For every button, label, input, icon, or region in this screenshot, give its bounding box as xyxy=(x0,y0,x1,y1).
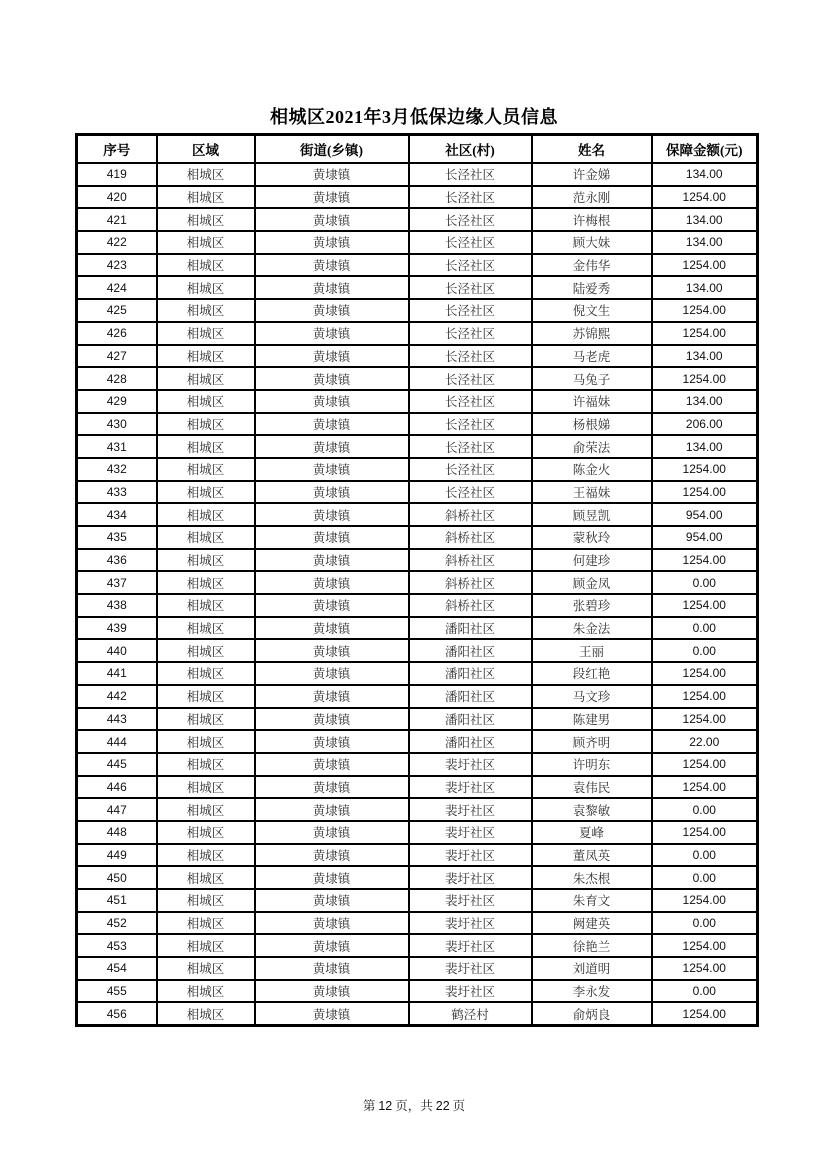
table-cell: 相城区 xyxy=(157,503,255,526)
table-row xyxy=(77,481,758,504)
table-row xyxy=(77,980,758,1003)
table-cell: 相城区 xyxy=(157,231,255,254)
table-cell: 斜桥社区 xyxy=(409,526,532,549)
table-row xyxy=(77,708,758,731)
table-cell: 447 xyxy=(77,798,157,821)
table-header xyxy=(77,135,758,164)
table-cell: 黄埭镇 xyxy=(255,934,409,957)
table-cell: 顾齐明 xyxy=(532,730,652,753)
table-cell: 相城区 xyxy=(157,912,255,935)
table-cell: 黄埭镇 xyxy=(255,866,409,889)
table-cell: 王丽 xyxy=(532,639,652,662)
table-cell: 453 xyxy=(77,934,157,957)
table-cell: 相城区 xyxy=(157,708,255,731)
table-cell: 450 xyxy=(77,866,157,889)
table-cell: 相城区 xyxy=(157,617,255,640)
table-cell: 0.00 xyxy=(652,639,758,662)
table-row xyxy=(77,231,758,254)
table-cell: 黄埭镇 xyxy=(255,730,409,753)
table-cell: 徐艳兰 xyxy=(532,934,652,957)
table-cell: 鹤泾村 xyxy=(409,1002,532,1025)
table-cell: 437 xyxy=(77,571,157,594)
table-cell: 相城区 xyxy=(157,753,255,776)
table-cell: 黄埭镇 xyxy=(255,231,409,254)
table-cell: 黄埭镇 xyxy=(255,571,409,594)
table-cell: 423 xyxy=(77,254,157,277)
table-cell: 黄埭镇 xyxy=(255,889,409,912)
table-cell: 长泾社区 xyxy=(409,458,532,481)
table-cell: 刘道明 xyxy=(532,957,652,980)
table-cell: 436 xyxy=(77,549,157,572)
table-cell: 黄埭镇 xyxy=(255,980,409,1003)
table-cell: 长泾社区 xyxy=(409,186,532,209)
table-cell: 长泾社区 xyxy=(409,413,532,436)
table-cell: 段红艳 xyxy=(532,662,652,685)
table-cell: 黄埭镇 xyxy=(255,821,409,844)
table-cell: 长泾社区 xyxy=(409,163,532,186)
table-cell: 黄埭镇 xyxy=(255,503,409,526)
table-row xyxy=(77,821,758,844)
table-cell: 裴圩社区 xyxy=(409,912,532,935)
table-cell: 陆爱秀 xyxy=(532,276,652,299)
table-cell: 袁黎敏 xyxy=(532,798,652,821)
table-cell: 阙建英 xyxy=(532,912,652,935)
table-cell: 22.00 xyxy=(652,730,758,753)
table-cell: 相城区 xyxy=(157,299,255,322)
table-row xyxy=(77,957,758,980)
table-cell: 黄埭镇 xyxy=(255,685,409,708)
table-row xyxy=(77,594,758,617)
table-cell: 俞炳良 xyxy=(532,1002,652,1025)
table-cell: 长泾社区 xyxy=(409,254,532,277)
table-cell: 顾大妹 xyxy=(532,231,652,254)
table-cell: 相城区 xyxy=(157,821,255,844)
table-cell: 446 xyxy=(77,776,157,799)
footer-page-number: 12 xyxy=(378,1099,393,1113)
table-cell: 0.00 xyxy=(652,980,758,1003)
table-cell: 424 xyxy=(77,276,157,299)
table-cell: 黄埭镇 xyxy=(255,912,409,935)
table-cell: 427 xyxy=(77,345,157,368)
table-cell: 何建珍 xyxy=(532,549,652,572)
table-cell: 1254.00 xyxy=(652,367,758,390)
table-cell: 黄埭镇 xyxy=(255,957,409,980)
table-cell: 黄埭镇 xyxy=(255,481,409,504)
table-cell: 相城区 xyxy=(157,594,255,617)
table-cell: 黄埭镇 xyxy=(255,345,409,368)
table-row xyxy=(77,345,758,368)
table-cell: 441 xyxy=(77,662,157,685)
table-cell: 长泾社区 xyxy=(409,322,532,345)
table-cell: 黄埭镇 xyxy=(255,367,409,390)
table-cell: 长泾社区 xyxy=(409,435,532,458)
table-cell: 954.00 xyxy=(652,526,758,549)
table-cell: 422 xyxy=(77,231,157,254)
table-cell: 长泾社区 xyxy=(409,390,532,413)
table-row xyxy=(77,435,758,458)
table-cell: 432 xyxy=(77,458,157,481)
table-header-row xyxy=(77,135,758,164)
table-cell: 许明东 xyxy=(532,753,652,776)
table-cell: 456 xyxy=(77,1002,157,1025)
table-row xyxy=(77,662,758,685)
table-cell: 相城区 xyxy=(157,549,255,572)
table-cell: 1254.00 xyxy=(652,481,758,504)
table-header-cell: 街道(乡镇) xyxy=(255,135,409,164)
table-cell: 相城区 xyxy=(157,163,255,186)
table-cell: 裴圩社区 xyxy=(409,798,532,821)
table-cell: 马老虎 xyxy=(532,345,652,368)
table-cell: 陈金火 xyxy=(532,458,652,481)
table-cell: 相城区 xyxy=(157,730,255,753)
table-cell: 455 xyxy=(77,980,157,1003)
table-cell: 俞荣法 xyxy=(532,435,652,458)
table-cell: 相城区 xyxy=(157,639,255,662)
table-cell: 1254.00 xyxy=(652,458,758,481)
table-cell: 相城区 xyxy=(157,254,255,277)
table-cell: 1254.00 xyxy=(652,322,758,345)
table-cell: 430 xyxy=(77,413,157,436)
table-cell: 黄埭镇 xyxy=(255,549,409,572)
table-row xyxy=(77,549,758,572)
table-row xyxy=(77,503,758,526)
table-cell: 许金娣 xyxy=(532,163,652,186)
table-cell: 夏峰 xyxy=(532,821,652,844)
table-cell: 433 xyxy=(77,481,157,504)
table-cell: 黄埭镇 xyxy=(255,163,409,186)
table-cell: 相城区 xyxy=(157,186,255,209)
table-cell: 相城区 xyxy=(157,276,255,299)
table-header-cell: 保障金额(元) xyxy=(652,135,758,164)
table-cell: 黄埭镇 xyxy=(255,776,409,799)
table-row xyxy=(77,934,758,957)
table-cell: 黄埭镇 xyxy=(255,208,409,231)
table-cell: 1254.00 xyxy=(652,1002,758,1025)
table-cell: 454 xyxy=(77,957,157,980)
table-cell: 黄埭镇 xyxy=(255,526,409,549)
table-cell: 444 xyxy=(77,730,157,753)
table-row xyxy=(77,844,758,867)
table-cell: 134.00 xyxy=(652,390,758,413)
table-cell: 黄埭镇 xyxy=(255,844,409,867)
table-cell: 斜桥社区 xyxy=(409,549,532,572)
table-row xyxy=(77,254,758,277)
table-cell: 0.00 xyxy=(652,866,758,889)
table-cell: 419 xyxy=(77,163,157,186)
table-row xyxy=(77,685,758,708)
table-cell: 448 xyxy=(77,821,157,844)
footer-label-of: 页，共 xyxy=(395,1099,433,1113)
table-cell: 438 xyxy=(77,594,157,617)
table-cell: 1254.00 xyxy=(652,662,758,685)
table-cell: 435 xyxy=(77,526,157,549)
table-cell: 440 xyxy=(77,639,157,662)
table-cell: 裴圩社区 xyxy=(409,957,532,980)
table-cell: 黄埭镇 xyxy=(255,413,409,436)
table-cell: 相城区 xyxy=(157,526,255,549)
table-cell: 李永发 xyxy=(532,980,652,1003)
table-header-cell: 姓名 xyxy=(532,135,652,164)
table-cell: 1254.00 xyxy=(652,685,758,708)
table-cell: 425 xyxy=(77,299,157,322)
table-row xyxy=(77,776,758,799)
table-cell: 443 xyxy=(77,708,157,731)
table-cell: 黄埭镇 xyxy=(255,1002,409,1025)
table-cell: 黄埭镇 xyxy=(255,390,409,413)
table-cell: 朱金法 xyxy=(532,617,652,640)
table-row xyxy=(77,390,758,413)
table-cell: 杨根娣 xyxy=(532,413,652,436)
table-cell: 黄埭镇 xyxy=(255,798,409,821)
table-cell: 斜桥社区 xyxy=(409,594,532,617)
benefit-table xyxy=(75,133,759,1027)
table-cell: 442 xyxy=(77,685,157,708)
table-cell: 黄埭镇 xyxy=(255,322,409,345)
table-cell: 相城区 xyxy=(157,798,255,821)
table-cell: 1254.00 xyxy=(652,299,758,322)
table-header-cell: 序号 xyxy=(77,135,157,164)
table-cell: 裴圩社区 xyxy=(409,889,532,912)
table-cell: 1254.00 xyxy=(652,708,758,731)
table-cell: 相城区 xyxy=(157,844,255,867)
table-cell: 0.00 xyxy=(652,844,758,867)
table-cell: 顾昱凯 xyxy=(532,503,652,526)
table-cell: 429 xyxy=(77,390,157,413)
table-cell: 1254.00 xyxy=(652,889,758,912)
table-row xyxy=(77,889,758,912)
table-cell: 相城区 xyxy=(157,322,255,345)
table-row xyxy=(77,730,758,753)
table-cell: 相城区 xyxy=(157,208,255,231)
table-cell: 苏锦熙 xyxy=(532,322,652,345)
table-cell: 黄埭镇 xyxy=(255,299,409,322)
table-cell: 相城区 xyxy=(157,345,255,368)
table-row xyxy=(77,1002,758,1025)
table-cell: 206.00 xyxy=(652,413,758,436)
table-cell: 长泾社区 xyxy=(409,208,532,231)
table-cell: 张碧珍 xyxy=(532,594,652,617)
table-row xyxy=(77,413,758,436)
table-cell: 黄埭镇 xyxy=(255,753,409,776)
table-cell: 1254.00 xyxy=(652,753,758,776)
table-cell: 长泾社区 xyxy=(409,367,532,390)
table-cell: 相城区 xyxy=(157,776,255,799)
table-cell: 954.00 xyxy=(652,503,758,526)
table-cell: 1254.00 xyxy=(652,776,758,799)
table-row xyxy=(77,458,758,481)
table-cell: 相城区 xyxy=(157,413,255,436)
table-cell: 134.00 xyxy=(652,163,758,186)
table-row xyxy=(77,367,758,390)
table-cell: 王福妹 xyxy=(532,481,652,504)
table-cell: 斜桥社区 xyxy=(409,571,532,594)
table-cell: 134.00 xyxy=(652,345,758,368)
table-cell: 449 xyxy=(77,844,157,867)
table-cell: 董凤英 xyxy=(532,844,652,867)
table-cell: 相城区 xyxy=(157,458,255,481)
table-cell: 裴圩社区 xyxy=(409,980,532,1003)
table-cell: 倪文生 xyxy=(532,299,652,322)
footer-label-pages: 页 xyxy=(452,1099,466,1113)
table-cell: 蒙秋玲 xyxy=(532,526,652,549)
table-cell: 相城区 xyxy=(157,390,255,413)
table-cell: 潘阳社区 xyxy=(409,708,532,731)
table-cell: 452 xyxy=(77,912,157,935)
table-cell: 421 xyxy=(77,208,157,231)
table-cell: 潘阳社区 xyxy=(409,617,532,640)
table-row xyxy=(77,571,758,594)
table-cell: 0.00 xyxy=(652,912,758,935)
table-row xyxy=(77,322,758,345)
table-cell: 裴圩社区 xyxy=(409,934,532,957)
table-cell: 黄埭镇 xyxy=(255,639,409,662)
table-cell: 黄埭镇 xyxy=(255,458,409,481)
table-cell: 陈建男 xyxy=(532,708,652,731)
table-row xyxy=(77,798,758,821)
table-cell: 1254.00 xyxy=(652,957,758,980)
table-row xyxy=(77,163,758,186)
table-cell: 134.00 xyxy=(652,231,758,254)
table-cell: 裴圩社区 xyxy=(409,866,532,889)
table-cell: 斜桥社区 xyxy=(409,503,532,526)
footer-total-pages: 22 xyxy=(435,1099,450,1113)
table-row xyxy=(77,753,758,776)
table-cell: 马兔子 xyxy=(532,367,652,390)
table-cell: 相城区 xyxy=(157,662,255,685)
table-cell: 相城区 xyxy=(157,367,255,390)
table-row xyxy=(77,912,758,935)
table-cell: 434 xyxy=(77,503,157,526)
table-cell: 相城区 xyxy=(157,980,255,1003)
page-title: 相城区2021年3月低保边缘人员信息 xyxy=(270,107,558,127)
table-cell: 金伟华 xyxy=(532,254,652,277)
table-cell: 1254.00 xyxy=(652,821,758,844)
table-cell: 428 xyxy=(77,367,157,390)
table-cell: 相城区 xyxy=(157,957,255,980)
table-cell: 426 xyxy=(77,322,157,345)
table-cell: 顾金凤 xyxy=(532,571,652,594)
table-cell: 0.00 xyxy=(652,798,758,821)
table-cell: 439 xyxy=(77,617,157,640)
table-cell: 相城区 xyxy=(157,866,255,889)
table-cell: 许福妹 xyxy=(532,390,652,413)
table-cell: 潘阳社区 xyxy=(409,685,532,708)
table-cell: 0.00 xyxy=(652,571,758,594)
table-cell: 朱杰根 xyxy=(532,866,652,889)
table-cell: 451 xyxy=(77,889,157,912)
table-cell: 袁伟民 xyxy=(532,776,652,799)
table-cell: 裴圩社区 xyxy=(409,821,532,844)
table-cell: 潘阳社区 xyxy=(409,639,532,662)
table-cell: 相城区 xyxy=(157,889,255,912)
table-cell: 朱育文 xyxy=(532,889,652,912)
table-cell: 范永刚 xyxy=(532,186,652,209)
table-row xyxy=(77,617,758,640)
table-cell: 相城区 xyxy=(157,435,255,458)
table-cell: 相城区 xyxy=(157,685,255,708)
table-body xyxy=(77,163,758,1026)
table-row xyxy=(77,186,758,209)
table-cell: 许梅根 xyxy=(532,208,652,231)
table-cell: 134.00 xyxy=(652,276,758,299)
table-cell: 0.00 xyxy=(652,617,758,640)
table-row xyxy=(77,866,758,889)
table-cell: 431 xyxy=(77,435,157,458)
table-cell: 134.00 xyxy=(652,208,758,231)
table-cell: 1254.00 xyxy=(652,254,758,277)
table-cell: 相城区 xyxy=(157,481,255,504)
table-cell: 长泾社区 xyxy=(409,231,532,254)
table-cell: 1254.00 xyxy=(652,186,758,209)
table-cell: 马文珍 xyxy=(532,685,652,708)
table-cell: 1254.00 xyxy=(652,549,758,572)
table-cell: 黄埭镇 xyxy=(255,186,409,209)
table-cell: 黄埭镇 xyxy=(255,594,409,617)
footer-label-page: 第 xyxy=(362,1099,376,1113)
table-row xyxy=(77,526,758,549)
table-cell: 裴圩社区 xyxy=(409,844,532,867)
table-cell: 裴圩社区 xyxy=(409,776,532,799)
table-row xyxy=(77,276,758,299)
table-row xyxy=(77,208,758,231)
table-row xyxy=(77,299,758,322)
table-cell: 1254.00 xyxy=(652,594,758,617)
table-cell: 黄埭镇 xyxy=(255,708,409,731)
table-cell: 裴圩社区 xyxy=(409,753,532,776)
table-cell: 潘阳社区 xyxy=(409,730,532,753)
table-cell: 黄埭镇 xyxy=(255,254,409,277)
table-cell: 潘阳社区 xyxy=(409,662,532,685)
table-cell: 长泾社区 xyxy=(409,299,532,322)
table-cell: 长泾社区 xyxy=(409,276,532,299)
table-header-cell: 区域 xyxy=(157,135,255,164)
table-cell: 长泾社区 xyxy=(409,481,532,504)
table-cell: 445 xyxy=(77,753,157,776)
table-cell: 黄埭镇 xyxy=(255,662,409,685)
table-cell: 相城区 xyxy=(157,934,255,957)
table-cell: 黄埭镇 xyxy=(255,276,409,299)
table-cell: 1254.00 xyxy=(652,934,758,957)
table-cell: 相城区 xyxy=(157,1002,255,1025)
table-cell: 420 xyxy=(77,186,157,209)
table-cell: 黄埭镇 xyxy=(255,435,409,458)
table-row xyxy=(77,639,758,662)
page-footer xyxy=(0,1096,828,1114)
table-cell: 134.00 xyxy=(652,435,758,458)
table-cell: 黄埭镇 xyxy=(255,617,409,640)
table-cell: 长泾社区 xyxy=(409,345,532,368)
table-cell: 相城区 xyxy=(157,571,255,594)
table-header-cell: 社区(村) xyxy=(409,135,532,164)
